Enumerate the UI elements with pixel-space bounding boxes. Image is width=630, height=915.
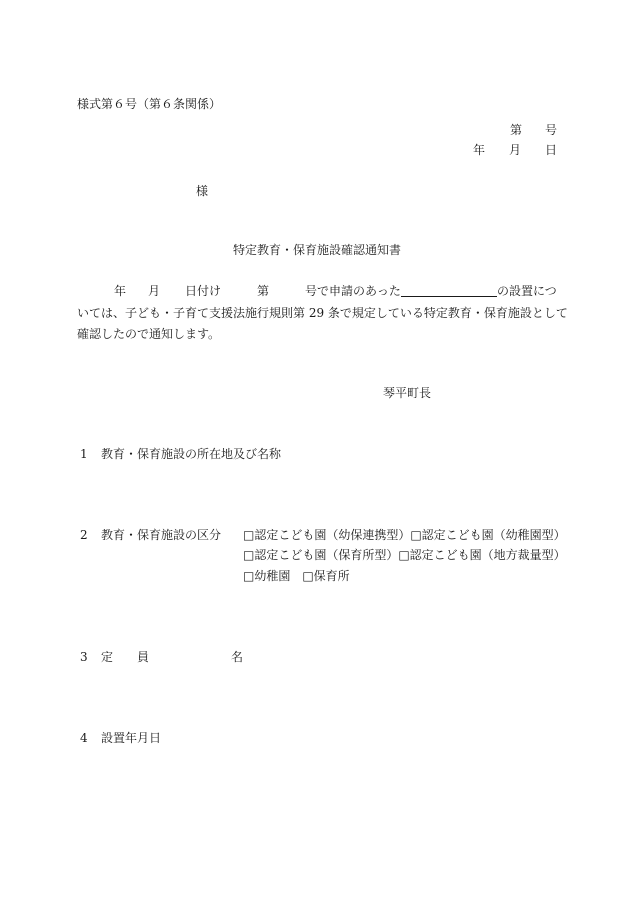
issuer: 琴平町長	[383, 386, 432, 400]
item2-label: 教育・保育施設の区分	[101, 528, 222, 542]
date-year: 年	[473, 143, 486, 157]
date-day: 日	[545, 143, 558, 157]
addressee-suffix: 様	[196, 184, 209, 198]
item4-number: 4	[80, 731, 88, 745]
facility-name-blank	[401, 284, 497, 299]
doc-number-prefix: 第	[510, 123, 523, 137]
item1-label: 教育・保育施設の所在地及び名称	[101, 447, 282, 461]
body-day-dated: 日付け	[185, 284, 222, 298]
body-line-3: 確認したので通知します。	[77, 327, 221, 341]
document-title: 特定教育・保育施設確認通知書	[233, 243, 402, 257]
body-applied-text: 号で申請のあった	[305, 284, 401, 298]
body-line-2: いては、子ども・子育て支援法施行規則第 29 条で規定している特定教育・保育施設として	[77, 306, 568, 320]
body-year: 年	[114, 284, 127, 298]
item3-unit: 名	[231, 650, 244, 664]
item2-option-line-2: □認定こども園（保育所型）□認定こども園（地方裁量型）	[243, 548, 566, 562]
body-month: 月	[148, 284, 161, 298]
item2-number: 2	[80, 528, 88, 542]
item2-option-line-3: □幼稚園 □保育所	[243, 569, 350, 583]
item2-option-line-1: □認定こども園（幼保連携型）□認定こども園（幼稚園型）	[243, 528, 566, 542]
doc-number-suffix: 号	[545, 123, 558, 137]
item3-label: 定 員	[101, 650, 150, 664]
body-establishment: の設置につ	[497, 284, 557, 298]
item1-number: 1	[80, 447, 88, 461]
date-month: 月	[509, 143, 522, 157]
item3-number: 3	[80, 650, 88, 664]
form-id: 様式第６号（第６条関係）	[77, 97, 222, 111]
body-number-prefix: 第	[257, 284, 270, 298]
item4-label: 設置年月日	[101, 731, 162, 745]
